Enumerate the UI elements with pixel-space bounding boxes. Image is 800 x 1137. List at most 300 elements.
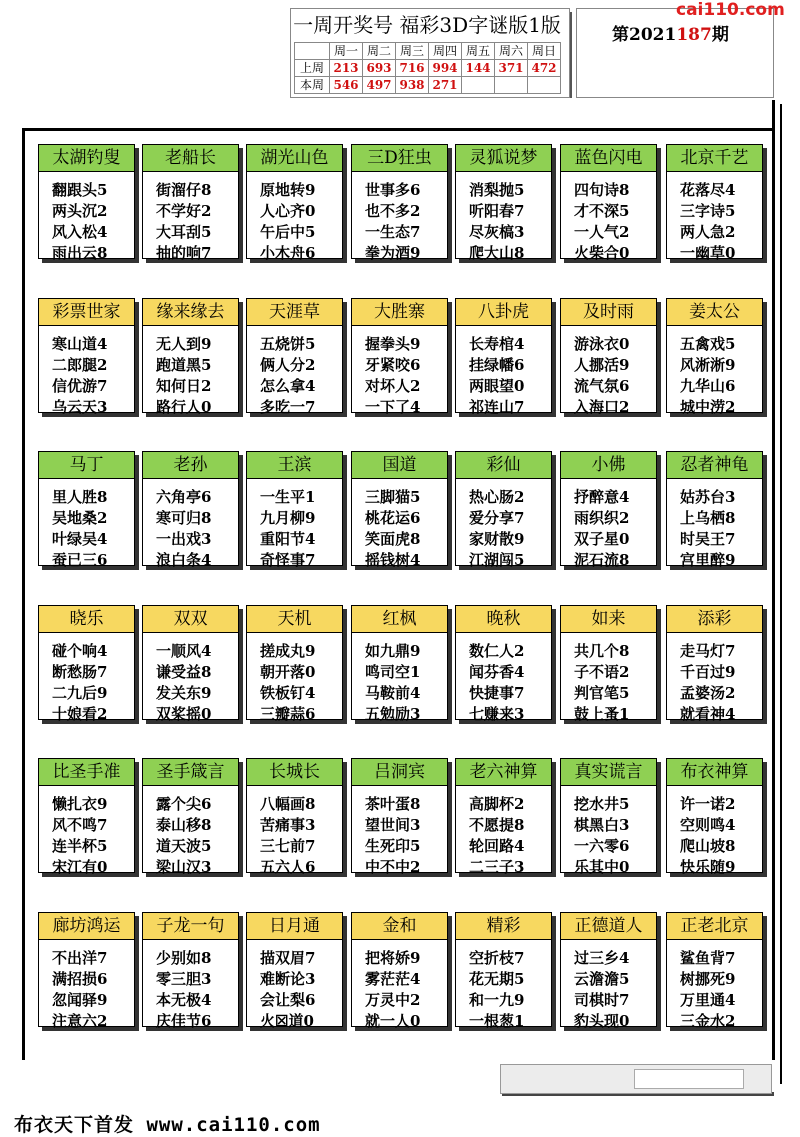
card-title: 金和 bbox=[352, 913, 447, 940]
riddle-line: 会让梨6 bbox=[260, 991, 316, 1009]
riddle-line: 姑苏台3 bbox=[680, 488, 736, 506]
riddle-line: 蚕已三6 bbox=[52, 551, 108, 569]
riddle-line: 轮回路4 bbox=[469, 837, 525, 855]
card-title: 正德道人 bbox=[561, 913, 656, 940]
riddle-line: 抒醉意4 bbox=[574, 488, 630, 506]
card-riddle-lines bbox=[456, 786, 551, 878]
riddle-line: 翻跟头5 bbox=[52, 181, 108, 199]
card-riddle-lines bbox=[456, 172, 551, 264]
riddle-line: 乌云天3 bbox=[52, 398, 108, 416]
riddle-line: 笑面虎8 bbox=[365, 530, 421, 548]
card-title: 蓝色闪电 bbox=[561, 145, 656, 172]
riddle-card bbox=[142, 451, 239, 569]
riddle-line: 马鞍前4 bbox=[365, 684, 421, 702]
riddle-line: 爬山坡8 bbox=[680, 837, 736, 855]
riddle-line: 数仁人2 bbox=[469, 642, 525, 660]
riddle-line: 铁板钉4 bbox=[260, 684, 316, 702]
riddle-line: 吴地桑2 bbox=[52, 509, 108, 527]
riddle-line: 流气氛6 bbox=[574, 377, 630, 395]
riddle-line: 高脚杯2 bbox=[469, 795, 525, 813]
riddle-card bbox=[246, 144, 343, 262]
riddle-line: 挖水井5 bbox=[574, 795, 630, 813]
riddle-line: 树挪死9 bbox=[680, 970, 736, 988]
riddle-line: 过三乡4 bbox=[574, 949, 630, 967]
riddle-line: 苦痛事3 bbox=[260, 816, 316, 834]
riddle-line: 云澹澹5 bbox=[574, 970, 630, 988]
riddle-line: 风不鸣7 bbox=[52, 816, 108, 834]
riddle-line: 豹头现0 bbox=[574, 1012, 630, 1030]
table-header-row bbox=[295, 43, 561, 60]
card-title: 廊坊鸿运 bbox=[39, 913, 134, 940]
card-title: 马丁 bbox=[39, 452, 134, 479]
riddle-card bbox=[246, 758, 343, 876]
frame-left-line bbox=[22, 128, 25, 1060]
riddle-line: 才不深5 bbox=[574, 202, 630, 220]
riddle-line: 搓成丸9 bbox=[260, 642, 316, 660]
day-label: 周六 bbox=[495, 43, 528, 60]
riddle-line: 热心肠2 bbox=[469, 488, 525, 506]
riddle-line: 就一人0 bbox=[365, 1012, 421, 1030]
card-title: 姜太公 bbox=[667, 299, 762, 326]
card-title: 彩票世家 bbox=[39, 299, 134, 326]
card-title: 晓乐 bbox=[39, 606, 134, 633]
riddle-line: 三金水2 bbox=[680, 1012, 736, 1030]
riddle-line: 不学好2 bbox=[156, 202, 212, 220]
day-label: 周二 bbox=[363, 43, 396, 60]
riddle-line: 一生态7 bbox=[365, 223, 421, 241]
card-title: 老六神算 bbox=[456, 759, 551, 786]
card-title: 天机 bbox=[247, 606, 342, 633]
card-riddle-lines bbox=[456, 326, 551, 418]
riddle-line: 长寿棺4 bbox=[469, 335, 525, 353]
riddle-card bbox=[455, 451, 552, 569]
riddle-card bbox=[455, 144, 552, 262]
riddle-card bbox=[666, 144, 763, 262]
day-label: 周一 bbox=[330, 43, 363, 60]
riddle-line: 懒扎衣9 bbox=[52, 795, 108, 813]
card-title: 晚秋 bbox=[456, 606, 551, 633]
draw-number: 693 bbox=[363, 60, 396, 77]
page-title: 一周开奖号 福彩3D字谜版1版 bbox=[293, 13, 561, 37]
riddle-line: 鼓上蚤1 bbox=[574, 705, 630, 723]
riddle-line: 城中涝2 bbox=[680, 398, 736, 416]
riddle-line: 尽灰槁3 bbox=[469, 223, 525, 241]
card-title: 真实谎言 bbox=[561, 759, 656, 786]
card-title: 子龙一句 bbox=[143, 913, 238, 940]
riddle-line: 雨出云8 bbox=[52, 244, 108, 262]
card-title: 国道 bbox=[352, 452, 447, 479]
riddle-line: 发关东9 bbox=[156, 684, 212, 702]
card-title: 大胜寨 bbox=[352, 299, 447, 326]
riddle-line: 家财散9 bbox=[469, 530, 525, 548]
site-logo: cai110.com bbox=[676, 0, 785, 20]
riddle-line: 宋江有0 bbox=[52, 858, 108, 876]
riddle-line: 上乌栖8 bbox=[680, 509, 736, 527]
riddle-line: 寒山道4 bbox=[52, 335, 108, 353]
card-title: 日月通 bbox=[247, 913, 342, 940]
riddle-line: 九华山6 bbox=[680, 377, 736, 395]
card-title: 添彩 bbox=[667, 606, 762, 633]
riddle-line: 忽闻驿9 bbox=[52, 991, 108, 1009]
riddle-line: 怎么拿4 bbox=[260, 377, 316, 395]
riddle-line: 五烧饼5 bbox=[260, 335, 316, 353]
riddle-card bbox=[142, 605, 239, 723]
riddle-line: 快捷事7 bbox=[469, 684, 525, 702]
card-riddle-lines bbox=[352, 172, 447, 264]
card-riddle-lines bbox=[561, 633, 656, 725]
riddle-line: 大耳刮5 bbox=[156, 223, 212, 241]
day-label: 周五 bbox=[462, 43, 495, 60]
riddle-line: 知何日2 bbox=[156, 377, 212, 395]
riddle-line: 原地转9 bbox=[260, 181, 316, 199]
card-title: 如来 bbox=[561, 606, 656, 633]
riddle-line: 一六零6 bbox=[574, 837, 630, 855]
riddle-line: 街溜仔8 bbox=[156, 181, 212, 199]
riddle-line: 空则鸣4 bbox=[680, 816, 736, 834]
card-riddle-lines bbox=[456, 479, 551, 571]
draw-results-table bbox=[294, 42, 561, 94]
riddle-line: 注意六2 bbox=[52, 1012, 108, 1030]
riddle-card bbox=[246, 605, 343, 723]
riddle-line: 七赚来3 bbox=[469, 705, 525, 723]
card-title: 缘来缘去 bbox=[143, 299, 238, 326]
card-riddle-lines bbox=[143, 326, 238, 418]
riddle-line: 零三胆3 bbox=[156, 970, 212, 988]
riddle-line: 少别如8 bbox=[156, 949, 212, 967]
footer-text: 布衣天下首发 www.cai110.com bbox=[14, 1114, 321, 1136]
card-title: 比圣手准 bbox=[39, 759, 134, 786]
riddle-line: 快乐随9 bbox=[680, 858, 736, 876]
riddle-card bbox=[455, 298, 552, 416]
riddle-line: 三脚猫5 bbox=[365, 488, 421, 506]
riddle-line: 不愿提8 bbox=[469, 816, 525, 834]
card-riddle-lines bbox=[667, 940, 762, 1032]
riddle-line: 棋黑白3 bbox=[574, 816, 630, 834]
card-title: 忍者神龟 bbox=[667, 452, 762, 479]
card-title: 天涯草 bbox=[247, 299, 342, 326]
riddle-line: 也不多2 bbox=[365, 202, 421, 220]
card-riddle-lines bbox=[561, 786, 656, 878]
draw-number: 938 bbox=[396, 77, 429, 94]
riddle-card bbox=[455, 605, 552, 723]
card-riddle-lines bbox=[456, 633, 551, 725]
card-riddle-lines bbox=[561, 326, 656, 418]
card-title: 长城长 bbox=[247, 759, 342, 786]
riddle-line: 把将娇9 bbox=[365, 949, 421, 967]
card-title: 灵狐说梦 bbox=[456, 145, 551, 172]
riddle-card bbox=[351, 144, 448, 262]
last-week-label: 上周 bbox=[295, 60, 330, 77]
riddle-card bbox=[38, 298, 135, 416]
card-riddle-lines bbox=[143, 633, 238, 725]
draw-number bbox=[462, 77, 495, 94]
riddle-line: 两人急2 bbox=[680, 223, 736, 241]
riddle-line: 八幅画8 bbox=[260, 795, 316, 813]
riddle-line: 断愁肠7 bbox=[52, 663, 108, 681]
riddle-card bbox=[351, 298, 448, 416]
card-title: 老船长 bbox=[143, 145, 238, 172]
riddle-line: 五六人6 bbox=[260, 858, 316, 876]
draw-number: 994 bbox=[429, 60, 462, 77]
frame-right-line-outer bbox=[780, 104, 782, 1084]
riddle-line: 握拳头9 bbox=[365, 335, 421, 353]
riddle-line: 寒可归8 bbox=[156, 509, 212, 527]
footer-bar-inner bbox=[634, 1069, 744, 1089]
riddle-line: 风淅淅9 bbox=[680, 356, 736, 374]
riddle-line: 千百过9 bbox=[680, 663, 736, 681]
card-title: 吕洞宾 bbox=[352, 759, 447, 786]
riddle-card bbox=[142, 758, 239, 876]
riddle-card bbox=[455, 912, 552, 1030]
riddle-line: 描双眉7 bbox=[260, 949, 316, 967]
riddle-line: 双子星0 bbox=[574, 530, 630, 548]
riddle-line: 满招损6 bbox=[52, 970, 108, 988]
riddle-line: 碰个响4 bbox=[52, 642, 108, 660]
riddle-line: 祁连山7 bbox=[469, 398, 525, 416]
riddle-line: 时吴王7 bbox=[680, 530, 736, 548]
riddle-line: 爱分享7 bbox=[469, 509, 525, 527]
riddle-line: 跑道黑5 bbox=[156, 356, 212, 374]
card-riddle-lines bbox=[39, 633, 134, 725]
riddle-line: 泰山移8 bbox=[156, 816, 212, 834]
card-riddle-lines bbox=[561, 172, 656, 264]
riddle-line: 孟婆汤2 bbox=[680, 684, 736, 702]
card-riddle-lines bbox=[561, 940, 656, 1032]
riddle-card bbox=[666, 912, 763, 1030]
riddle-line: 牙紧咬6 bbox=[365, 356, 421, 374]
riddle-card bbox=[246, 298, 343, 416]
riddle-line: 如九鼎9 bbox=[365, 642, 421, 660]
riddle-line: 五勉励3 bbox=[365, 705, 421, 723]
card-riddle-lines bbox=[247, 633, 342, 725]
card-riddle-lines bbox=[352, 479, 447, 571]
riddle-card bbox=[560, 144, 657, 262]
riddle-line: 俩人分2 bbox=[260, 356, 316, 374]
card-title: 湖光山色 bbox=[247, 145, 342, 172]
riddle-card bbox=[351, 605, 448, 723]
riddle-card bbox=[455, 758, 552, 876]
this-week-row bbox=[295, 77, 561, 94]
riddle-line: 爬大山8 bbox=[469, 244, 525, 262]
riddle-line: 消梨抛5 bbox=[469, 181, 525, 199]
riddle-card bbox=[142, 298, 239, 416]
card-riddle-lines bbox=[667, 786, 762, 878]
riddle-card bbox=[666, 298, 763, 416]
riddle-card bbox=[142, 144, 239, 262]
card-riddle-lines bbox=[561, 479, 656, 571]
riddle-card bbox=[560, 605, 657, 723]
riddle-line: 三瓣蒜6 bbox=[260, 705, 316, 723]
riddle-line: 无人到9 bbox=[156, 335, 212, 353]
riddle-line: 共几个8 bbox=[574, 642, 630, 660]
riddle-card bbox=[38, 758, 135, 876]
card-title: 及时雨 bbox=[561, 299, 656, 326]
card-title: 双双 bbox=[143, 606, 238, 633]
riddle-card bbox=[560, 298, 657, 416]
riddle-line: 听阳春7 bbox=[469, 202, 525, 220]
riddle-line: 午后中5 bbox=[260, 223, 316, 241]
card-title: 八卦虎 bbox=[456, 299, 551, 326]
riddle-line: 鲨鱼背7 bbox=[680, 949, 736, 967]
riddle-line: 重阳节4 bbox=[260, 530, 316, 548]
riddle-card bbox=[351, 912, 448, 1030]
riddle-line: 谦受益8 bbox=[156, 663, 212, 681]
riddle-line: 小木舟6 bbox=[260, 244, 316, 262]
riddle-line: 路行人0 bbox=[156, 398, 212, 416]
riddle-card bbox=[666, 451, 763, 569]
riddle-line: 花落尽4 bbox=[680, 181, 736, 199]
card-title: 圣手箴言 bbox=[143, 759, 238, 786]
day-label: 周日 bbox=[528, 43, 561, 60]
riddle-line: 不出洋7 bbox=[52, 949, 108, 967]
card-title: 太湖钓叟 bbox=[39, 145, 134, 172]
riddle-card bbox=[38, 605, 135, 723]
draw-number: 144 bbox=[462, 60, 495, 77]
card-title: 彩仙 bbox=[456, 452, 551, 479]
riddle-line: 多吃一7 bbox=[260, 398, 316, 416]
riddle-line: 风入松4 bbox=[52, 223, 108, 241]
riddle-line: 一出戏3 bbox=[156, 530, 212, 548]
card-riddle-lines bbox=[667, 326, 762, 418]
riddle-line: 里人胜8 bbox=[52, 488, 108, 506]
riddle-line: 道天波5 bbox=[156, 837, 212, 855]
last-week-row bbox=[295, 60, 561, 77]
riddle-line: 和一九9 bbox=[469, 991, 525, 1009]
draw-number: 213 bbox=[330, 60, 363, 77]
riddle-line: 宫里醉9 bbox=[680, 551, 736, 569]
issue-prefix: 第2021 bbox=[612, 25, 677, 45]
card-riddle-lines bbox=[247, 479, 342, 571]
draw-number: 371 bbox=[495, 60, 528, 77]
card-riddle-lines bbox=[456, 940, 551, 1032]
riddle-card bbox=[666, 605, 763, 723]
riddle-line: 抽的响7 bbox=[156, 244, 212, 262]
card-riddle-lines bbox=[143, 940, 238, 1032]
riddle-line: 鸣司空1 bbox=[365, 663, 421, 681]
card-riddle-lines bbox=[667, 479, 762, 571]
riddle-line: 六角亭6 bbox=[156, 488, 212, 506]
riddle-line: 许一诺2 bbox=[680, 795, 736, 813]
card-title: 小佛 bbox=[561, 452, 656, 479]
riddle-line: 梁山汉3 bbox=[156, 858, 212, 876]
riddle-line: 九月柳9 bbox=[260, 509, 316, 527]
card-title: 精彩 bbox=[456, 913, 551, 940]
riddle-card bbox=[246, 451, 343, 569]
card-title: 三D狂虫 bbox=[352, 145, 447, 172]
draw-number bbox=[528, 77, 561, 94]
riddle-line: 一根葱1 bbox=[469, 1012, 525, 1030]
draw-number: 472 bbox=[528, 60, 561, 77]
riddle-line: 庆佳节6 bbox=[156, 1012, 212, 1030]
riddle-line: 闻芬香4 bbox=[469, 663, 525, 681]
riddle-line: 信优游7 bbox=[52, 377, 108, 395]
riddle-line: 奇怪事7 bbox=[260, 551, 316, 569]
riddle-line: 泥石流8 bbox=[574, 551, 630, 569]
riddle-line: 难断论3 bbox=[260, 970, 316, 988]
riddle-line: 两眼望0 bbox=[469, 377, 525, 395]
riddle-line: 四句诗8 bbox=[574, 181, 630, 199]
card-riddle-lines bbox=[667, 172, 762, 264]
issue-number bbox=[612, 20, 729, 45]
riddle-line: 判官笔5 bbox=[574, 684, 630, 702]
riddle-card bbox=[560, 451, 657, 569]
riddle-line: 朝开落0 bbox=[260, 663, 316, 681]
riddle-card bbox=[560, 912, 657, 1030]
card-riddle-lines bbox=[143, 479, 238, 571]
riddle-line: 一顺风4 bbox=[156, 642, 212, 660]
riddle-line: 中不中2 bbox=[365, 858, 421, 876]
riddle-line: 万灵中2 bbox=[365, 991, 421, 1009]
riddle-card bbox=[38, 912, 135, 1030]
riddle-line: 花无期5 bbox=[469, 970, 525, 988]
card-riddle-lines bbox=[352, 940, 447, 1032]
this-week-label: 本周 bbox=[295, 77, 330, 94]
riddle-line: 人心齐0 bbox=[260, 202, 316, 220]
card-riddle-lines bbox=[247, 786, 342, 878]
draw-number: 271 bbox=[429, 77, 462, 94]
riddle-line: 一人气2 bbox=[574, 223, 630, 241]
riddle-line: 五禽戏5 bbox=[680, 335, 736, 353]
riddle-line: 一下了4 bbox=[365, 398, 421, 416]
riddle-line: 三七前7 bbox=[260, 837, 316, 855]
card-title: 北京千艺 bbox=[667, 145, 762, 172]
issue-number-value: 187 bbox=[676, 25, 712, 45]
riddle-line: 乐其中0 bbox=[574, 858, 630, 876]
card-riddle-lines bbox=[143, 172, 238, 264]
card-title: 红枫 bbox=[352, 606, 447, 633]
riddle-card bbox=[142, 912, 239, 1030]
day-label: 周三 bbox=[396, 43, 429, 60]
riddle-card bbox=[246, 912, 343, 1030]
card-riddle-lines bbox=[39, 940, 134, 1032]
riddle-line: 二郎腿2 bbox=[52, 356, 108, 374]
riddle-line: 游泳衣0 bbox=[574, 335, 630, 353]
card-riddle-lines bbox=[352, 786, 447, 878]
riddle-line: 生死印5 bbox=[365, 837, 421, 855]
draw-number: 716 bbox=[396, 60, 429, 77]
riddle-line: 对坏人2 bbox=[365, 377, 421, 395]
riddle-card bbox=[666, 758, 763, 876]
riddle-line: 万里通4 bbox=[680, 991, 736, 1009]
card-riddle-lines bbox=[143, 786, 238, 878]
card-title: 正老北京 bbox=[667, 913, 762, 940]
riddle-line: 雾茫茫4 bbox=[365, 970, 421, 988]
riddle-line: 叶绿吴4 bbox=[52, 530, 108, 548]
riddle-line: 江湖闯5 bbox=[469, 551, 525, 569]
riddle-line: 露个尖6 bbox=[156, 795, 212, 813]
card-riddle-lines bbox=[247, 940, 342, 1032]
riddle-line: 空折枝7 bbox=[469, 949, 525, 967]
draw-number: 497 bbox=[363, 77, 396, 94]
card-riddle-lines bbox=[39, 326, 134, 418]
riddle-line: 一生平1 bbox=[260, 488, 316, 506]
riddle-line: 火☒道0 bbox=[260, 1012, 314, 1030]
card-riddle-lines bbox=[39, 479, 134, 571]
card-title: 王滨 bbox=[247, 452, 342, 479]
draw-number bbox=[495, 77, 528, 94]
riddle-line: 连半杯5 bbox=[52, 837, 108, 855]
riddle-line: 走马灯7 bbox=[680, 642, 736, 660]
riddle-line: 挂绿幡6 bbox=[469, 356, 525, 374]
riddle-line: 二三子3 bbox=[469, 858, 525, 876]
riddle-line: 就看神4 bbox=[680, 705, 736, 723]
riddle-card bbox=[351, 758, 448, 876]
riddle-line: 雨织织2 bbox=[574, 509, 630, 527]
riddle-line: 火柴合0 bbox=[574, 244, 630, 262]
riddle-line: 二九后9 bbox=[52, 684, 108, 702]
riddle-card bbox=[38, 144, 135, 262]
card-riddle-lines bbox=[352, 633, 447, 725]
